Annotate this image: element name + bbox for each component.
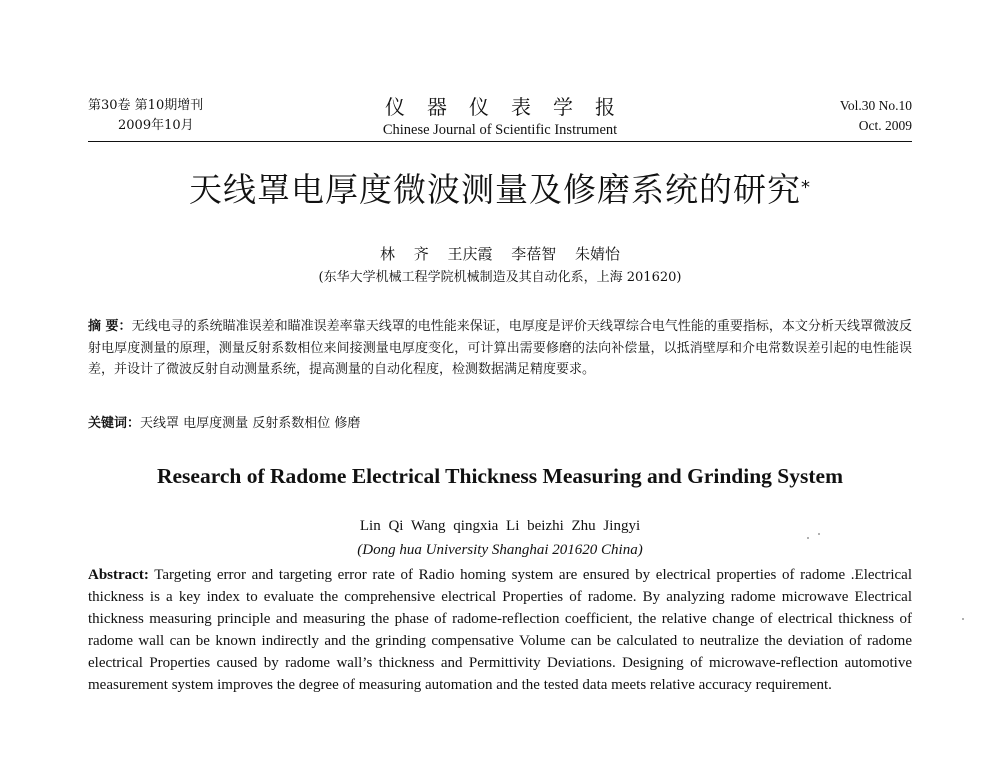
- running-header: [88, 96, 912, 140]
- header-date-cn: 2009年10月: [118, 118, 194, 133]
- abstract-en: [88, 565, 912, 696]
- abstract-cn-text: 无线电寻的系统瞄准误差和瞄准误差率靠天线罩的电性能来保证，电厚度是评价天线罩综合电气性能的重要指标，本文分析天线罩微波反射电厚度测量的原理，测量反射系数相位来间接测量电厚度变化，可计算出需要修磨的法向补偿量，以抵消壁厚和介电常数误差引起的电性能误差，并设计了微波反射自动测量系统，提高测量的自动化程度，检测数据满足精度要求。: [88, 319, 912, 377]
- keywords-cn-label: 关键词：: [88, 416, 141, 431]
- header-journal: [88, 96, 912, 140]
- header-rule: [88, 141, 912, 142]
- scan-speck: [962, 618, 964, 620]
- scan-speck: [818, 533, 820, 535]
- abstract-cn-label: 摘 要：: [88, 319, 132, 334]
- abstract-cn: [88, 316, 912, 381]
- abstract-en-text: Targeting error and targeting error rate of Radio homing system are ensured by electrical properties of radome .Electrical thickness is a key index to evaluate the comprehensive electrical Properties of radome. By analyzing radome microwave Electrical thickness measuring principle and measuring the phase of radome-reflection coefficient, the relative change of electrical thickness of radome wall can be known indirectly and the grinding compensative Volume can be calculated to neutralize the deviation of radome electrical Properties caused by radome wall’s thickness and Permittivity Deviations. Designing of microwave-reflection automotive measurement system improves the degree of measuring automation and the tested data meets relative accuracy requirement.: [88, 567, 912, 693]
- keywords-cn: [88, 413, 912, 434]
- abstract-en-label: Abstract:: [88, 567, 149, 583]
- affiliation-cn: (东华大学机械工程学院机械制造及其自动化系，上海 201620): [318, 270, 682, 285]
- journal-name-cn: 仪器仪表学报: [385, 95, 637, 119]
- authors-en: Lin Qi Wang qingxia Li beizhi Zhu Jingyi: [359, 518, 641, 534]
- journal-name-en: Chinese Journal of Scientific Instrument: [382, 122, 618, 138]
- header-issue-en: [840, 96, 912, 136]
- paper-title-cn: [0, 168, 1000, 212]
- paper-title-cn-text: 天线罩电厚度微波测量及修磨系统的研究: [189, 170, 801, 209]
- header-volume-en: Vol.30 No.10: [839, 98, 912, 113]
- scan-speck: [807, 537, 809, 539]
- header-volume-cn: 第30卷 第10期增刊: [88, 98, 204, 113]
- title-footnote-mark: *: [801, 177, 811, 198]
- affiliation-en: (Dong hua University Shanghai 201620 China): [357, 542, 643, 558]
- header-date-en: Oct. 2009: [858, 118, 912, 133]
- paper-title-en: Research of Radome Electrical Thickness Measuring and Grinding System: [156, 464, 843, 488]
- keywords-cn-text: 天线罩 电厚度测量 反射系数相位 修磨: [140, 416, 361, 431]
- authors-cn: 林 齐 王庆霞 李蓓智 朱婧怡: [379, 245, 621, 263]
